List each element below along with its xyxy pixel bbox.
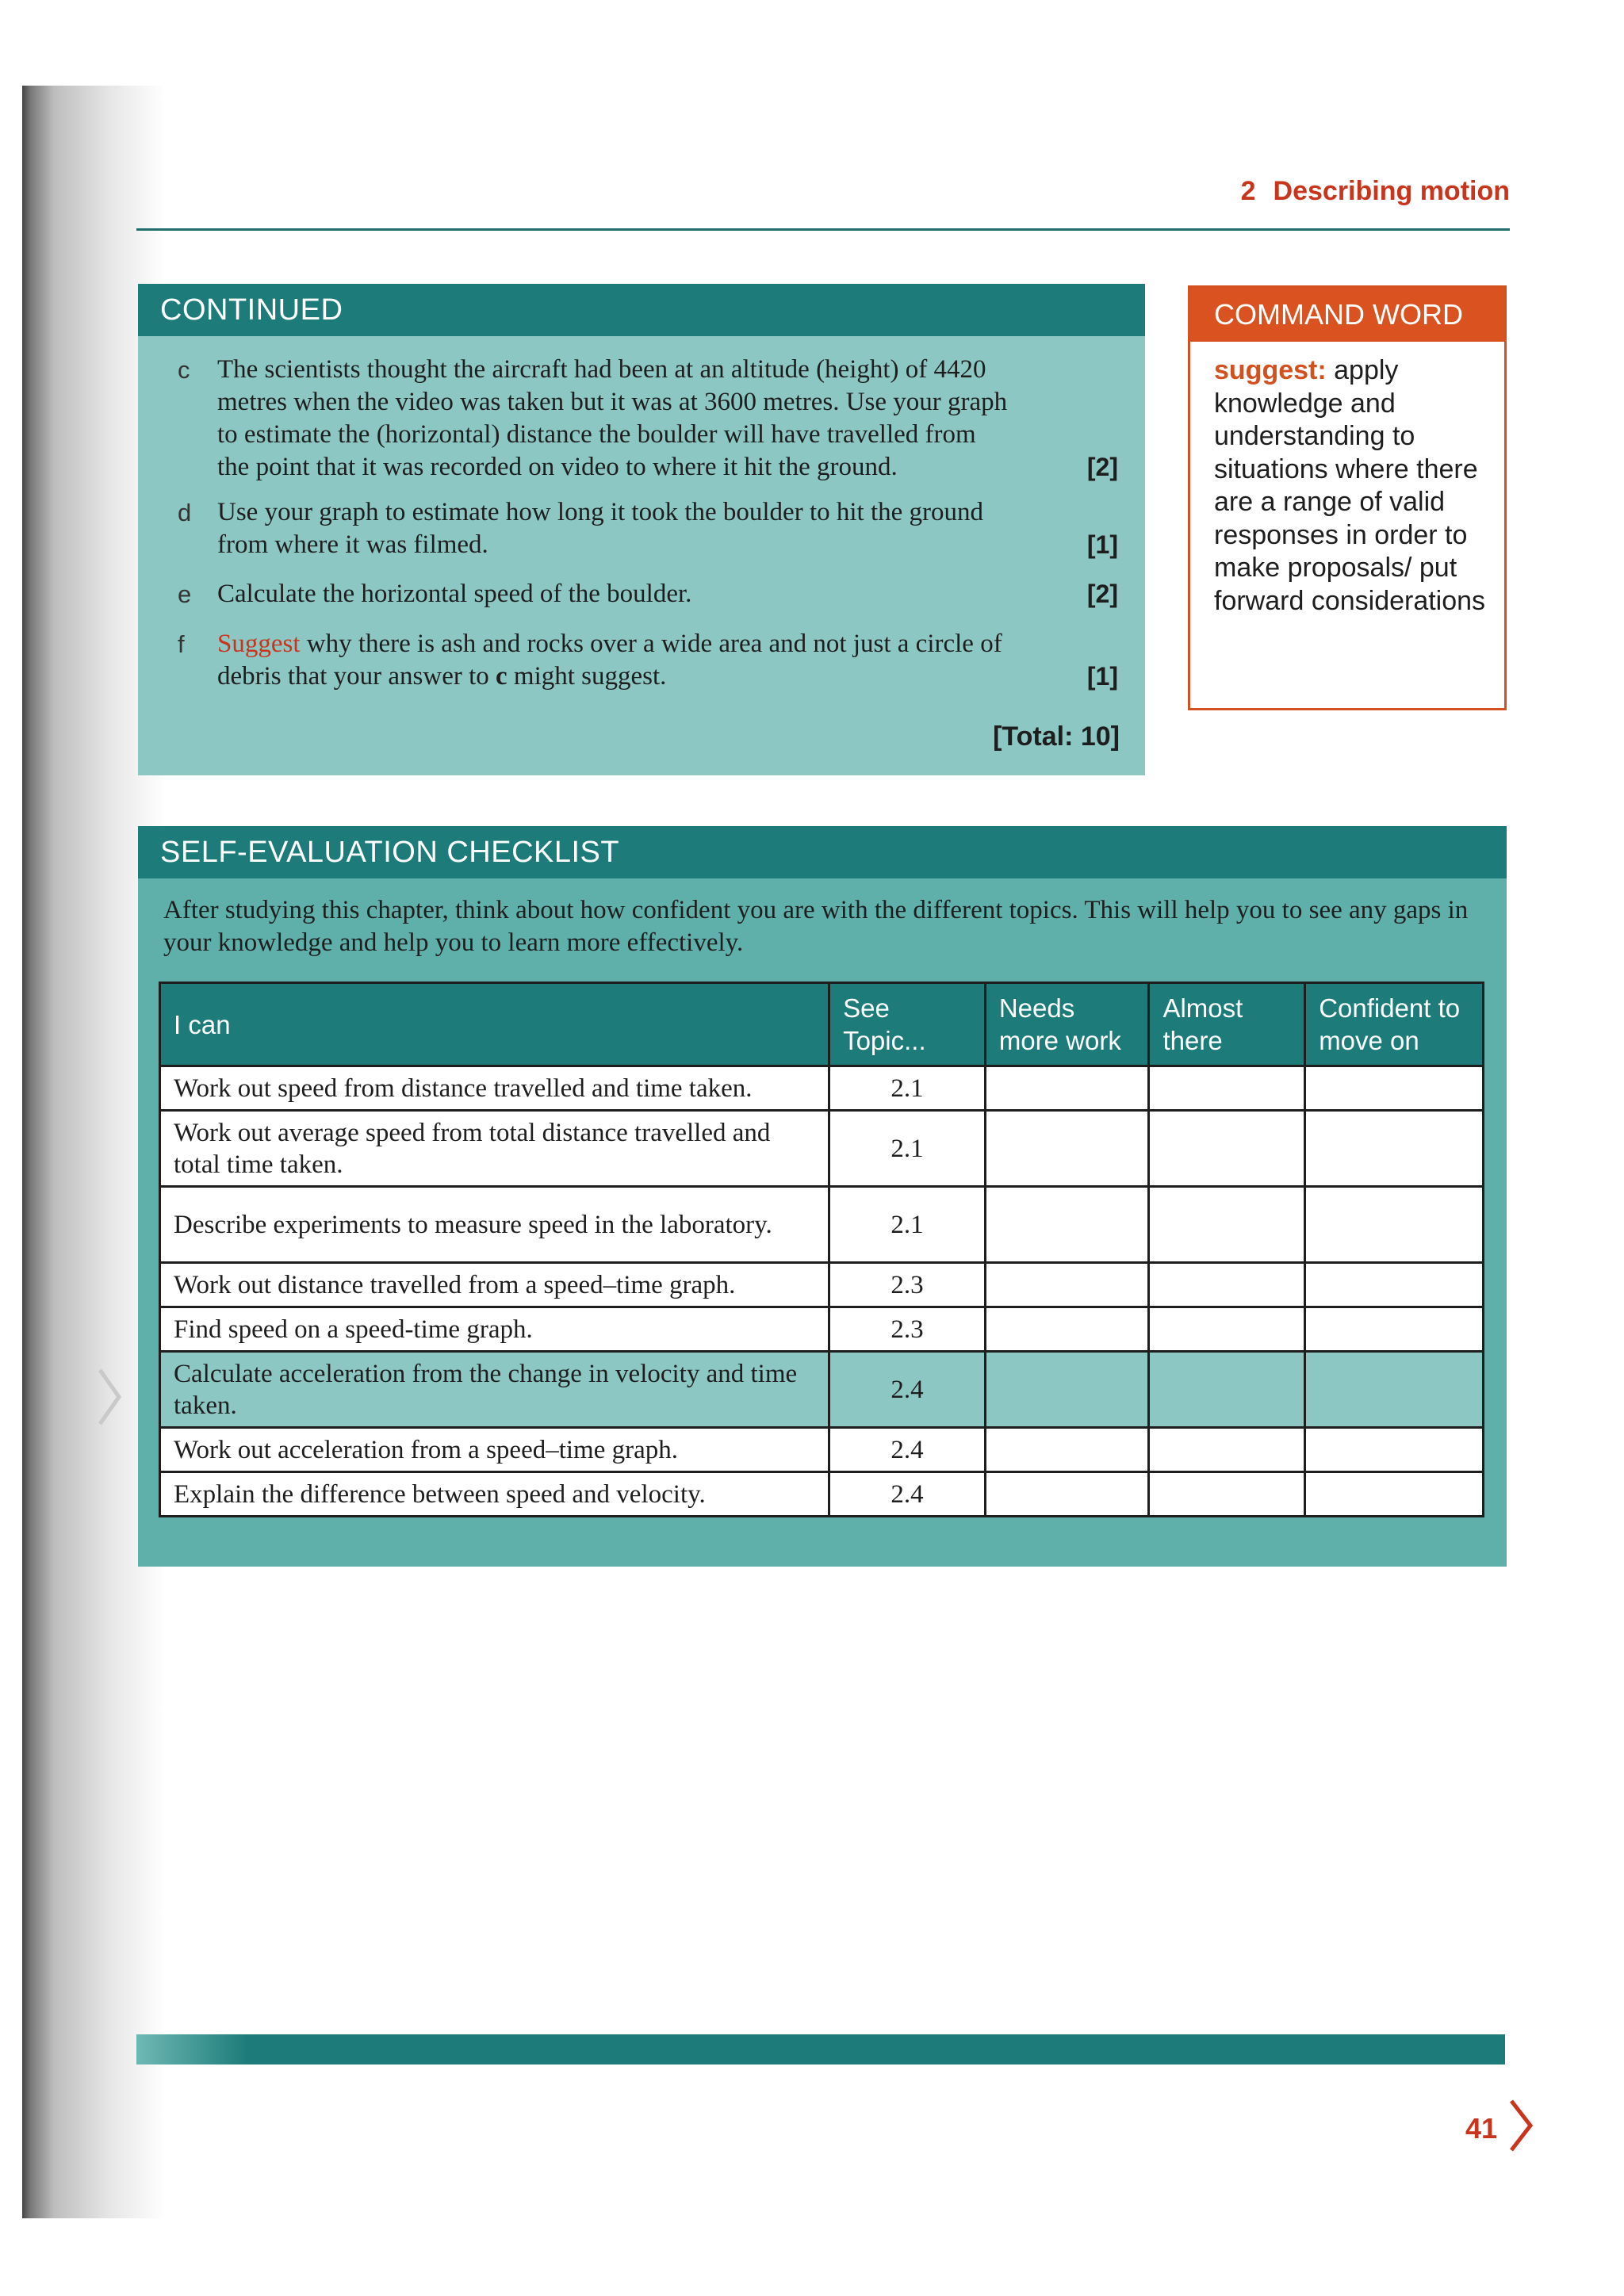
question-letter: f: [178, 630, 185, 658]
checklist-statement: Explain the difference between speed and velocity.: [160, 1472, 829, 1517]
continued-box: [138, 284, 1145, 775]
table-row: [160, 1111, 1484, 1187]
table-row: [160, 1066, 1484, 1111]
page-number: 41: [1465, 2112, 1497, 2145]
topic-reference: 2.4: [829, 1472, 986, 1517]
question-marks: [2]: [1086, 453, 1118, 481]
question-d: [178, 496, 1118, 561]
command-word-text: apply knowledge and understanding to situations where there are a range of valid responses in order to make proposals/ put forward considerations: [1214, 355, 1486, 616]
command-word-term: suggest:: [1214, 355, 1327, 385]
column-header: I can: [160, 983, 829, 1066]
confident-cell[interactable]: [1305, 1352, 1484, 1428]
question-text: The scientists thought the aircraft had been at an altitude (height) of 4420 metres when the video was taken but it was at 3600 metres. Use your graph to estimate the (horizontal) distance the boulder will have travelled from the point that it was recorded on video to where it hit the ground.: [217, 355, 1008, 481]
question-f: [178, 628, 1118, 693]
chevron-right-icon[interactable]: [1505, 2098, 1537, 2153]
table-header-row: [160, 983, 1484, 1066]
needs-more-work-cell[interactable]: [985, 1428, 1149, 1472]
question-text: [198, 628, 1010, 693]
checklist-statement: Calculate acceleration from the change in velocity and time taken.: [160, 1352, 829, 1428]
needs-more-work-cell[interactable]: [985, 1263, 1149, 1307]
needs-more-work-cell[interactable]: [985, 1352, 1149, 1428]
question-text: Calculate the horizontal speed of the boulder.: [217, 580, 692, 608]
table-row: [160, 1263, 1484, 1307]
question-marks: [1]: [1086, 662, 1118, 691]
table-row: [160, 1472, 1484, 1517]
column-header: Needs more work: [985, 983, 1149, 1066]
checklist-statement: Work out speed from distance travelled and time taken.: [160, 1066, 829, 1111]
chapter-number: 2: [1240, 176, 1256, 206]
almost-there-cell[interactable]: [1149, 1187, 1305, 1263]
question-letter: d: [178, 499, 192, 526]
question-letter: c: [178, 356, 190, 384]
almost-there-cell[interactable]: [1149, 1111, 1305, 1187]
almost-there-cell[interactable]: [1149, 1428, 1305, 1472]
self-evaluation-intro: After studying this chapter, think about how confident you are with the different topics. This will help you to see any gaps in your knowledge and help you to learn more effectively.: [163, 896, 1469, 957]
column-header: Confident to move on: [1305, 983, 1484, 1066]
command-word-definition: [1190, 342, 1504, 618]
question-c: [178, 354, 1118, 484]
footer-bar: [136, 2034, 1505, 2064]
topic-reference: 2.1: [829, 1111, 986, 1187]
confident-cell[interactable]: [1305, 1111, 1484, 1187]
topic-reference: 2.4: [829, 1352, 986, 1428]
confident-cell[interactable]: [1305, 1187, 1484, 1263]
question-letter: e: [178, 580, 192, 608]
command-word-inline: Suggest: [217, 629, 301, 658]
confident-cell[interactable]: [1305, 1066, 1484, 1111]
table-row: [160, 1187, 1484, 1263]
checklist-statement: Find speed on a speed-time graph.: [160, 1307, 829, 1352]
question-text: Use your graph to estimate how long it took the boulder to hit the ground from where it was filmed.: [217, 498, 984, 559]
total-marks: [Total: 10]: [993, 721, 1120, 752]
question-text-part: why there is ash and rocks over a wide area and not just a circle of debris that your answer to: [217, 629, 1002, 691]
question-text-part: might suggest.: [507, 662, 667, 691]
column-header: Almost there: [1149, 983, 1305, 1066]
continued-label: CONTINUED: [138, 284, 1145, 336]
topic-reference: 2.1: [829, 1187, 986, 1263]
confident-cell[interactable]: [1305, 1307, 1484, 1352]
almost-there-cell[interactable]: [1149, 1307, 1305, 1352]
chapter-header: [1241, 176, 1510, 207]
column-header: See Topic...: [829, 983, 986, 1066]
almost-there-cell[interactable]: [1149, 1263, 1305, 1307]
chevron-right-icon: [94, 1365, 125, 1429]
question-reference: c: [496, 662, 508, 691]
confident-cell[interactable]: [1305, 1472, 1484, 1517]
almost-there-cell[interactable]: [1149, 1352, 1305, 1428]
checklist-table: [159, 982, 1484, 1517]
checklist-statement: Work out average speed from total distance travelled and total time taken.: [160, 1111, 829, 1187]
self-evaluation-box: [138, 826, 1507, 1567]
needs-more-work-cell[interactable]: [985, 1187, 1149, 1263]
table-row: [160, 1352, 1484, 1428]
topic-reference: 2.3: [829, 1307, 986, 1352]
needs-more-work-cell[interactable]: [985, 1472, 1149, 1517]
needs-more-work-cell[interactable]: [985, 1066, 1149, 1111]
self-evaluation-label: SELF-EVALUATION CHECKLIST: [138, 826, 1507, 878]
checklist-statement: Work out distance travelled from a speed–time graph.: [160, 1263, 829, 1307]
topic-reference: 2.3: [829, 1263, 986, 1307]
table-row: [160, 1307, 1484, 1352]
confident-cell[interactable]: [1305, 1263, 1484, 1307]
command-word-label: COMMAND WORD: [1190, 288, 1504, 342]
command-word-box: [1188, 285, 1507, 710]
almost-there-cell[interactable]: [1149, 1472, 1305, 1517]
question-e: [178, 578, 1118, 610]
needs-more-work-cell[interactable]: [985, 1111, 1149, 1187]
chapter-title: Describing motion: [1273, 176, 1510, 206]
confident-cell[interactable]: [1305, 1428, 1484, 1472]
topic-reference: 2.4: [829, 1428, 986, 1472]
almost-there-cell[interactable]: [1149, 1066, 1305, 1111]
checklist-statement: Describe experiments to measure speed in the laboratory.: [160, 1187, 829, 1263]
checklist-statement: Work out acceleration from a speed–time graph.: [160, 1428, 829, 1472]
question-marks: [1]: [1086, 530, 1118, 559]
header-rule: [136, 228, 1510, 231]
question-marks: [2]: [1086, 580, 1118, 608]
topic-reference: 2.1: [829, 1066, 986, 1111]
table-row: [160, 1428, 1484, 1472]
needs-more-work-cell[interactable]: [985, 1307, 1149, 1352]
